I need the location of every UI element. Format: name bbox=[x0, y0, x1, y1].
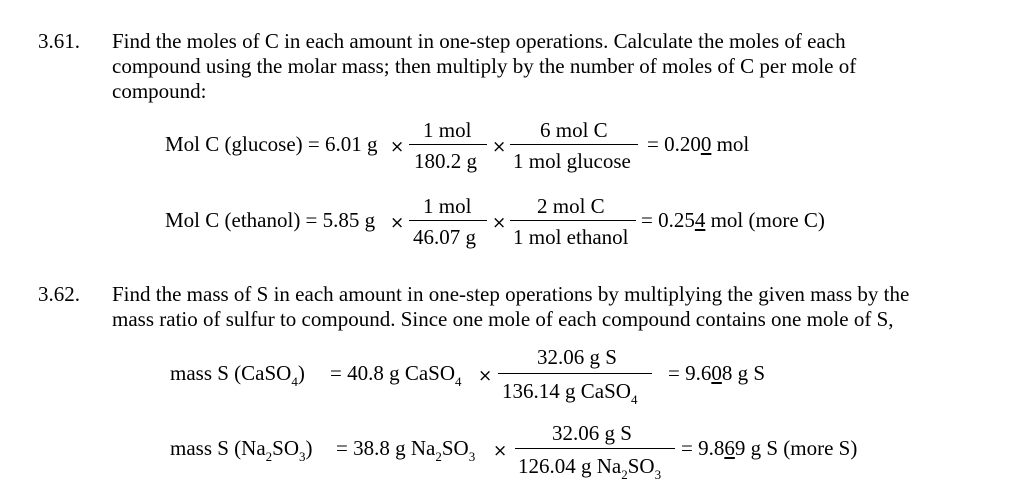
problem-3-61-text-line-1: Find the moles of C in each amount in one-step operations. Calculate the moles of each bbox=[112, 29, 846, 53]
result-unit: 9 g S (more S) bbox=[734, 436, 858, 460]
fraction-bar bbox=[409, 220, 487, 221]
denominator-text: SO bbox=[627, 454, 655, 478]
result-unit: mol (more C) bbox=[705, 208, 825, 232]
denominator-text: 126.04 g Na bbox=[518, 454, 622, 478]
fraction-bar bbox=[515, 448, 675, 449]
result-text: = 9.8 bbox=[681, 436, 725, 460]
fraction-denominator: 180.2 g bbox=[414, 149, 477, 173]
fraction-numerator: 6 mol C bbox=[540, 118, 608, 142]
problem-number-3-61: 3.61. bbox=[38, 29, 80, 53]
lhs-text: mass S (Na bbox=[170, 436, 266, 460]
result-text: = 0.25 bbox=[641, 208, 695, 232]
equation-result bbox=[647, 132, 749, 156]
times-symbol: × bbox=[493, 441, 508, 461]
problem-3-61-text-line-2: compound using the molar mass; then multiply by the number of moles of C per mole of bbox=[112, 54, 857, 78]
denominator-text: 136.14 g CaSO bbox=[502, 379, 631, 403]
times-symbol: × bbox=[492, 137, 507, 157]
times-symbol: × bbox=[390, 137, 405, 157]
given-mass-text: = 38.8 g Na bbox=[336, 436, 436, 460]
result-underlined-digit: 4 bbox=[694, 208, 706, 232]
times-symbol: × bbox=[390, 213, 405, 233]
fraction-numerator: 2 mol C bbox=[537, 194, 605, 218]
given-mass-text: = 40.8 g CaSO bbox=[330, 361, 456, 385]
subscript: 2 bbox=[435, 449, 442, 464]
subscript: 4 bbox=[630, 392, 638, 407]
result-underlined-digit: 0 bbox=[711, 361, 722, 385]
result-underlined-digit: 0 bbox=[700, 132, 712, 156]
equation-result bbox=[668, 361, 765, 385]
fraction-bar bbox=[510, 144, 638, 145]
fraction-numerator: 1 mol bbox=[423, 194, 472, 218]
equation-lhs: Mol C (ethanol) = 5.85 g bbox=[165, 208, 376, 232]
fraction-denominator: 1 mol ethanol bbox=[513, 225, 629, 249]
times-symbol: × bbox=[478, 366, 493, 386]
times-symbol: × bbox=[492, 213, 507, 233]
fraction-numerator: 32.06 g S bbox=[552, 421, 632, 445]
problem-number-3-62: 3.62. bbox=[38, 282, 80, 306]
subscript: 3 bbox=[468, 449, 476, 464]
result-text: = 0.20 bbox=[647, 132, 701, 156]
subscript: 4 bbox=[455, 374, 462, 389]
lhs-text: mass S (CaSO bbox=[170, 361, 292, 385]
subscript: 4 bbox=[291, 374, 298, 389]
fraction-bar bbox=[498, 373, 652, 374]
fraction-numerator: 1 mol bbox=[423, 118, 472, 142]
subscript: 2 bbox=[265, 449, 273, 464]
equation-lhs bbox=[170, 436, 313, 463]
equation-result bbox=[641, 208, 825, 232]
subscript: 3 bbox=[299, 449, 306, 464]
subscript: 3 bbox=[654, 467, 662, 482]
fraction-bar bbox=[510, 220, 636, 221]
equation-lhs: Mol C (glucose) = 6.01 g bbox=[165, 132, 378, 156]
fraction-denominator: 46.07 g bbox=[413, 225, 476, 249]
given-mass-text: SO bbox=[441, 436, 469, 460]
result-underlined-digit: 6 bbox=[724, 436, 735, 460]
fraction-denominator bbox=[502, 379, 637, 406]
fraction-denominator: 1 mol glucose bbox=[513, 149, 631, 173]
problem-3-62-text-line-2: mass ratio of sulfur to compound. Since one mole of each compound contains one mole of S, bbox=[112, 307, 894, 331]
fraction-bar bbox=[409, 144, 487, 145]
lhs-text: ) bbox=[297, 361, 305, 385]
subscript: 2 bbox=[621, 467, 628, 482]
result-unit: mol bbox=[711, 132, 750, 156]
result-text: = 9.6 bbox=[668, 361, 712, 385]
problem-3-62-text-line-1: Find the mass of S in each amount in one-step operations by multiplying the given mass by the bbox=[112, 282, 910, 306]
fraction-denominator bbox=[518, 454, 661, 481]
lhs-text: ) bbox=[305, 436, 313, 460]
equation-result bbox=[681, 436, 857, 460]
equation-lhs bbox=[170, 361, 305, 388]
lhs-text: SO bbox=[272, 436, 300, 460]
equation-given-mass bbox=[330, 361, 462, 388]
result-unit: 8 g S bbox=[721, 361, 766, 385]
fraction-numerator: 32.06 g S bbox=[537, 345, 617, 369]
equation-given-mass bbox=[336, 436, 475, 463]
problem-3-61-text-line-3: compound: bbox=[112, 79, 207, 103]
